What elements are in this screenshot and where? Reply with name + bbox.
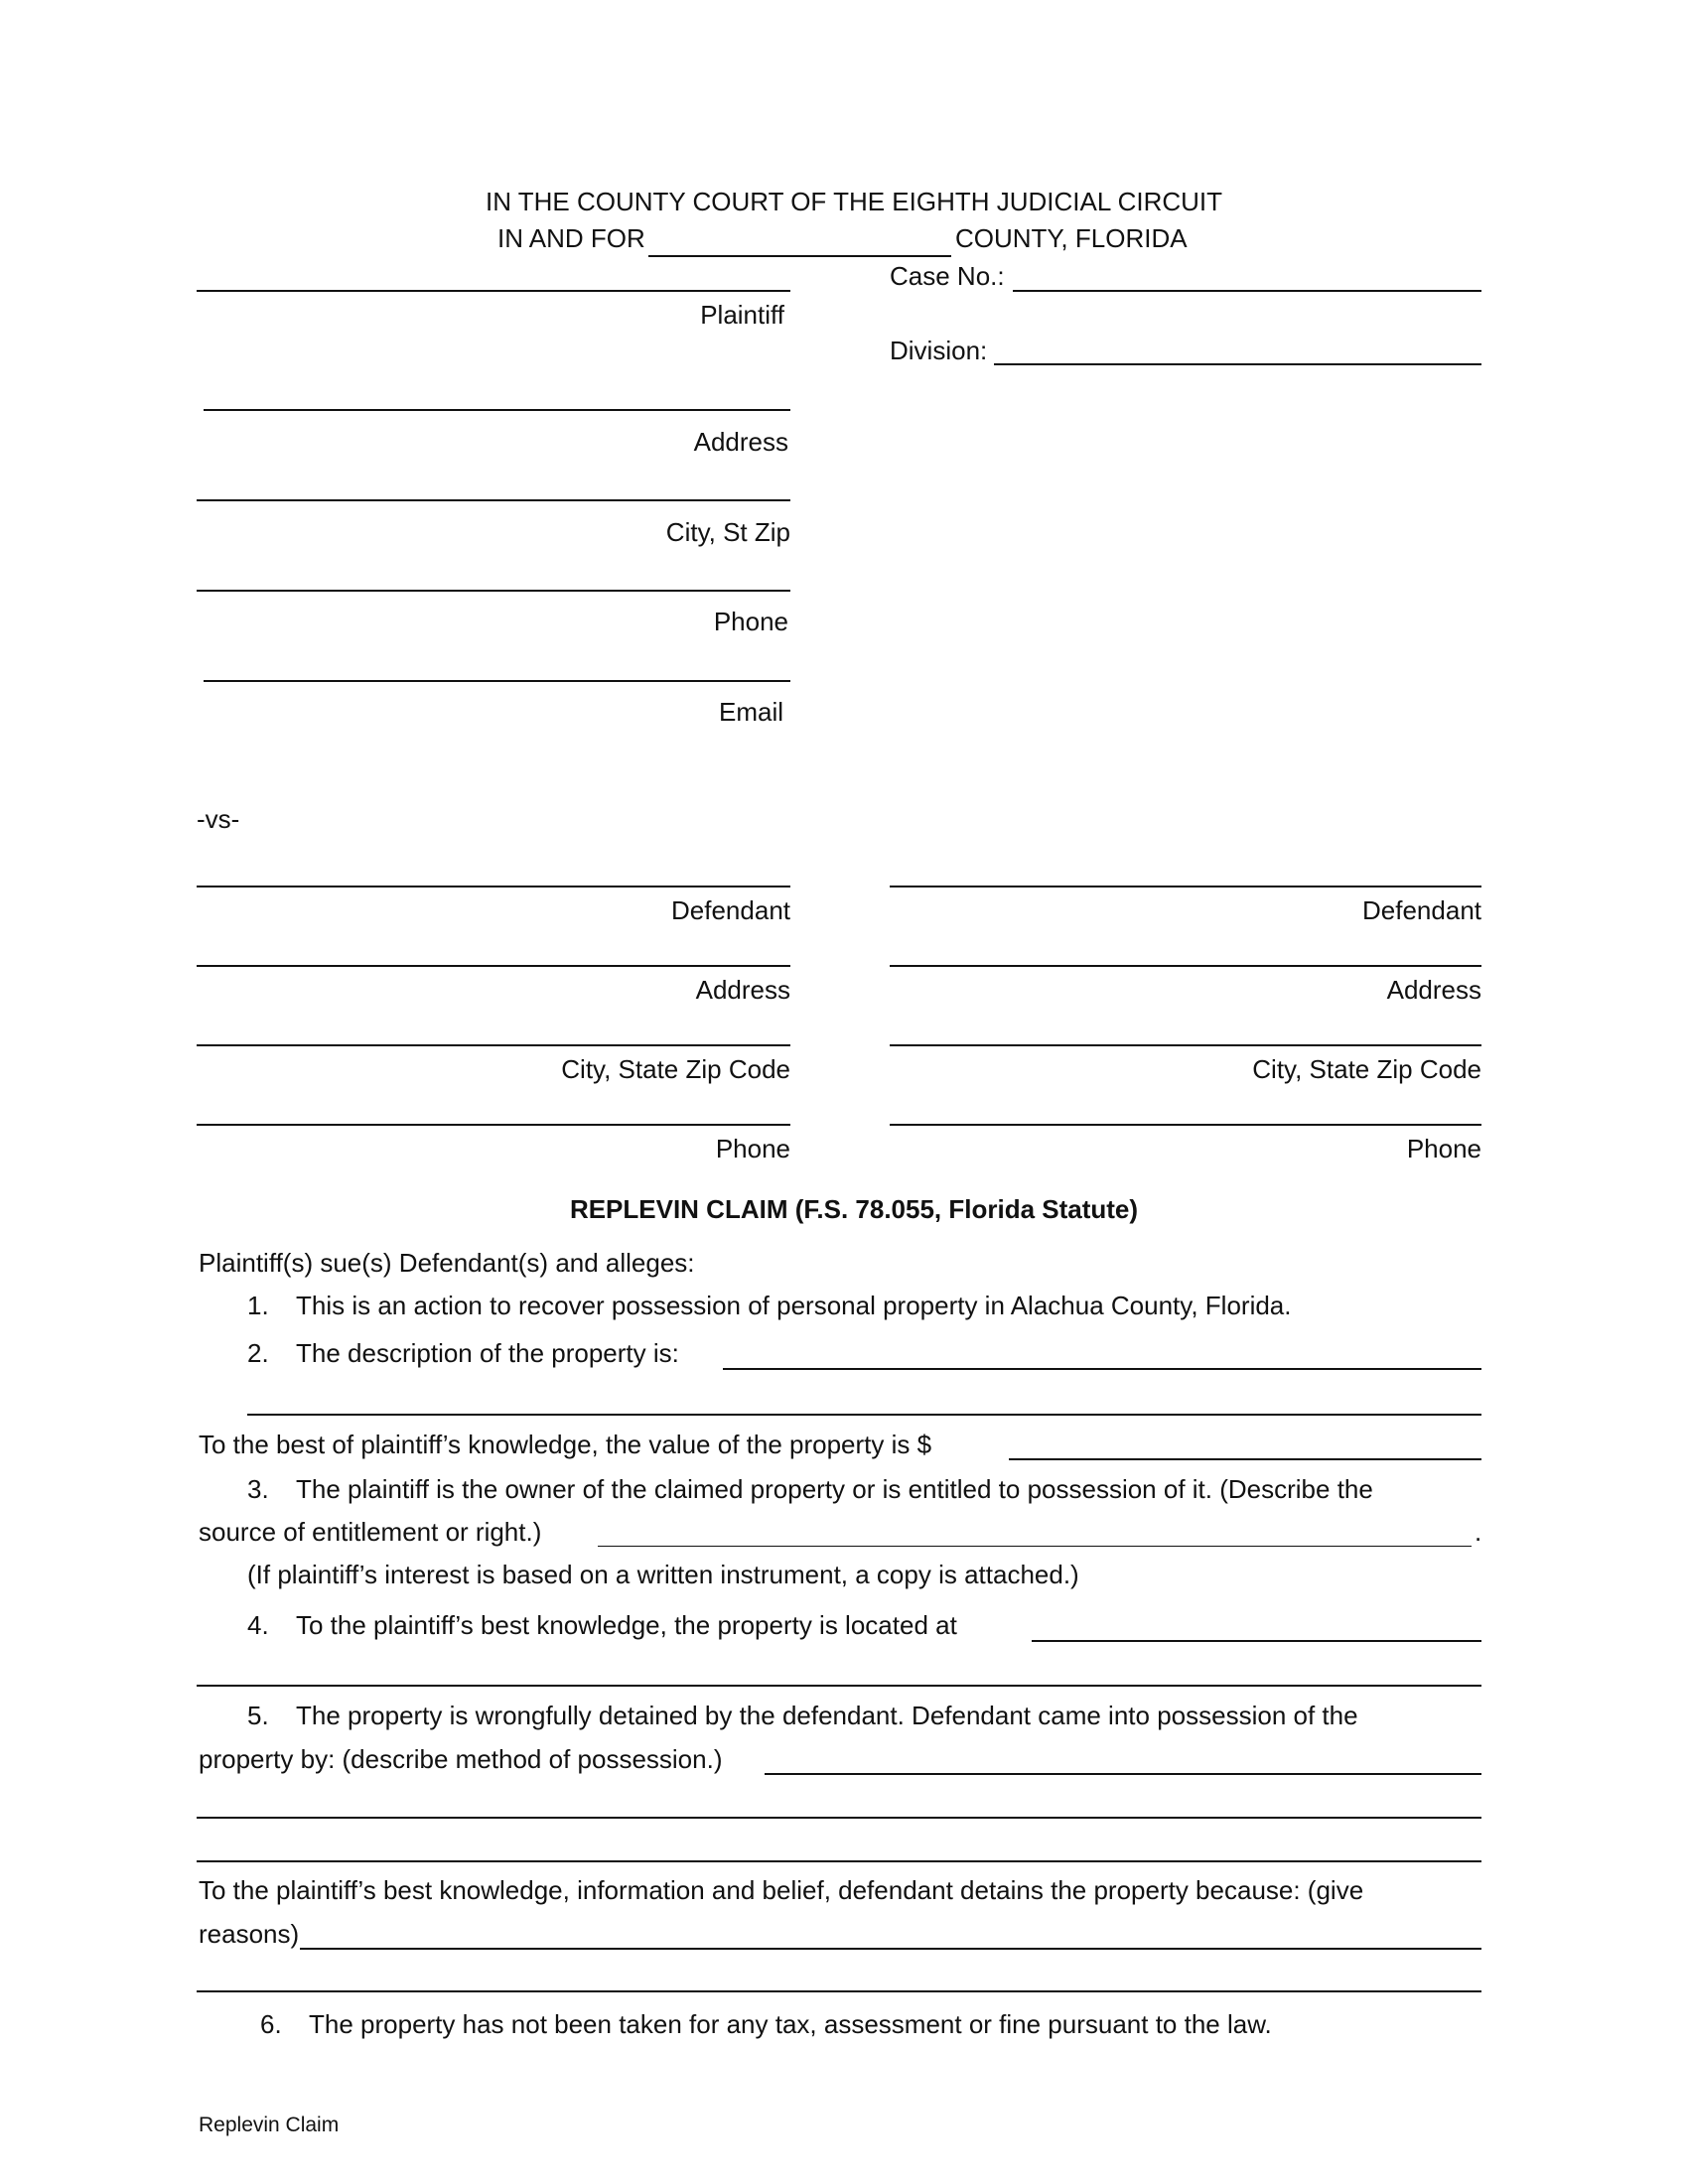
- plaintiff-phone-line[interactable]: [197, 590, 790, 592]
- defendant-right-address-line[interactable]: [890, 965, 1481, 967]
- item-3-number: 3.: [247, 1474, 269, 1504]
- county-prefix: IN AND FOR: [497, 223, 645, 253]
- defendant-left-address-line[interactable]: [197, 965, 790, 967]
- versus-label: -vs-: [197, 804, 240, 834]
- plaintiff-name-line[interactable]: [197, 290, 790, 292]
- intro-text: Plaintiff(s) sue(s) Defendant(s) and alleges:: [199, 1248, 695, 1278]
- defendant-right-name-line[interactable]: [890, 886, 1481, 887]
- plaintiff-phone-label: Phone: [713, 607, 788, 636]
- item-3-note: (If plaintiff’s interest is based on a written instrument, a copy is attached.): [247, 1560, 1079, 1589]
- plaintiff-email-line[interactable]: [204, 680, 790, 682]
- case-no-label: Case No.:: [890, 261, 1005, 291]
- value-line[interactable]: [1009, 1458, 1481, 1460]
- defendant-right-phone-line[interactable]: [890, 1124, 1481, 1126]
- plaintiff-email-label: Email: [718, 697, 783, 727]
- defendant-left-address-label: Address: [695, 975, 790, 1005]
- defendant-right-city-line[interactable]: [890, 1044, 1481, 1046]
- defendant-right-city-label: City, State Zip Code: [1252, 1054, 1481, 1084]
- item-5-text-line1: The property is wrongfully detained by the defendant. Defendant came into possession of the: [296, 1701, 1358, 1730]
- reason-text-line2: reasons): [199, 1919, 300, 1949]
- item-1-text: This is an action to recover possession of personal property in Alachua County, Florida.: [296, 1291, 1292, 1320]
- case-no-line[interactable]: [1013, 290, 1481, 292]
- item-5-number: 5.: [247, 1701, 269, 1730]
- description-line-2[interactable]: [247, 1414, 1481, 1416]
- plaintiff-city-line[interactable]: [197, 499, 790, 501]
- plaintiff-address-line[interactable]: [204, 409, 790, 411]
- reason-line-2[interactable]: [197, 1990, 1481, 1992]
- defendant-right-phone-label: Phone: [1406, 1134, 1481, 1163]
- item-2-text: The description of the property is:: [296, 1338, 679, 1368]
- possession-line-3[interactable]: [197, 1860, 1481, 1862]
- plaintiff-address-label: Address: [693, 427, 788, 457]
- location-line-2[interactable]: [197, 1685, 1481, 1687]
- defendant-right-address-label: Address: [1386, 975, 1481, 1005]
- entitlement-line[interactable]: [598, 1546, 1472, 1547]
- plaintiff-city-label: City, St Zip: [665, 517, 790, 547]
- location-line-1[interactable]: [1032, 1640, 1481, 1642]
- description-line-1[interactable]: [723, 1368, 1481, 1370]
- defendant-left-phone-line[interactable]: [197, 1124, 790, 1126]
- defendant-left-city-line[interactable]: [197, 1044, 790, 1046]
- reason-line-1[interactable]: [300, 1948, 1481, 1950]
- value-text: To the best of plaintiff’s knowledge, the value of the property is $: [199, 1430, 932, 1459]
- item-4-text: To the plaintiff’s best knowledge, the property is located at: [296, 1610, 957, 1640]
- plaintiff-label: Plaintiff: [700, 300, 784, 330]
- defendant-left-city-label: City, State Zip Code: [561, 1054, 790, 1084]
- item-3-text-line2: source of entitlement or right.): [199, 1517, 542, 1547]
- item-6-number: 6.: [260, 2009, 282, 2039]
- entitlement-period: .: [1475, 1517, 1482, 1547]
- reason-text-line1: To the plaintiff’s best knowledge, information and belief, defendant detains the property because: (give: [199, 1875, 1364, 1905]
- division-label: Division:: [890, 336, 988, 365]
- item-5-text-line2: property by: (describe method of possession.): [199, 1744, 723, 1774]
- county-suffix: COUNTY, FLORIDA: [955, 223, 1188, 253]
- item-1-number: 1.: [247, 1291, 269, 1320]
- county-blank-line[interactable]: [648, 255, 951, 257]
- division-line[interactable]: [994, 363, 1481, 365]
- defendant-left-phone-label: Phone: [715, 1134, 790, 1163]
- item-3-text-line1: The plaintiff is the owner of the claimed property or is entitled to possession of it. (Describe the: [296, 1474, 1373, 1504]
- defendant-left-name-line[interactable]: [197, 886, 790, 887]
- defendant-right-label: Defendant: [1362, 895, 1481, 925]
- court-heading: IN THE COUNTY COURT OF THE EIGHTH JUDICIAL CIRCUIT: [485, 187, 1223, 216]
- item-6-text: The property has not been taken for any tax, assessment or fine pursuant to the law.: [309, 2009, 1272, 2039]
- page-footer: Replevin Claim: [199, 2114, 340, 2136]
- item-4-number: 4.: [247, 1610, 269, 1640]
- defendant-left-label: Defendant: [671, 895, 790, 925]
- item-2-number: 2.: [247, 1338, 269, 1368]
- document-title: REPLEVIN CLAIM (F.S. 78.055, Florida Statute): [569, 1194, 1139, 1224]
- possession-line-2[interactable]: [197, 1817, 1481, 1819]
- possession-line-1[interactable]: [765, 1773, 1481, 1775]
